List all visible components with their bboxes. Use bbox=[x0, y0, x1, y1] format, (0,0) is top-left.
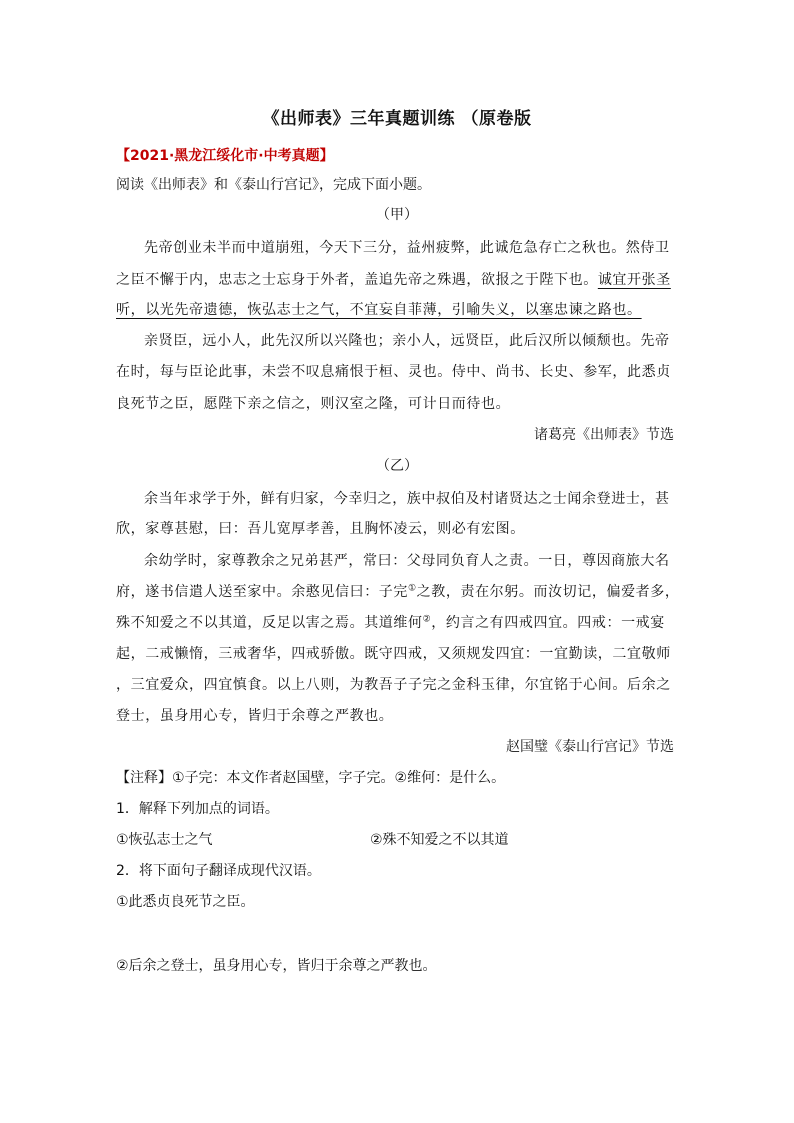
passage-b-line: 欣，家尊甚慰，曰：吾儿宽厚孝善，且胸怀凌云，则必有宏图。 bbox=[116, 521, 525, 537]
passage-b-text: 殊不知爱之不以其道，反足以害之焉。其道维何 bbox=[116, 615, 423, 631]
underlined-sentence: 诚宜开张圣 bbox=[597, 272, 671, 288]
passage-b-text: 府，遂书信遣人送至家中。余憨见信曰：子完 bbox=[116, 584, 408, 600]
passage-b-line: 登士，虽身用心专，皆归于余尊之严教也。 bbox=[116, 708, 394, 724]
passage-a-line: 良死节之臣，愿陛下亲之信之，则汉室之隆，可计日而待也。 bbox=[116, 396, 511, 412]
passage-b-line bbox=[116, 582, 679, 602]
passage-b-line: 起，二戒懒惰，三戒奢华，四戒骄傲。既守四戒，又须规发四宜：一宜勤读，二宜敬师 bbox=[116, 646, 671, 662]
passage-a-text: 之臣不懈于内，忠志之士忘身于外者，盖追先帝之殊遇，欲报之于陛下也。 bbox=[116, 272, 598, 288]
question-2-item-2: ②后余之登士，虽身用心专，皆归于余尊之严教也。 bbox=[116, 958, 437, 974]
passage-b-attribution: 赵国璧《泰山行宫记》节选 bbox=[506, 739, 674, 755]
passage-b-text: ，约言之有四戒四宜。四戒：一戒宴 bbox=[431, 615, 665, 631]
passage-a-line bbox=[116, 270, 671, 290]
passage-b-heading: （乙） bbox=[376, 458, 418, 474]
document-title: 《出师表》三年真题训练 （原卷版 bbox=[262, 109, 532, 129]
reading-instruction: 阅读《出师表》和《泰山行宫记》，完成下面小题。 bbox=[116, 177, 431, 193]
question-1-stem: 1．解释下列加点的词语。 bbox=[116, 801, 279, 817]
annotations: 【注释】①子完：本文作者赵国壁，字子完。②维何：是什么。 bbox=[116, 770, 506, 786]
passage-b-text: 之教，责在尔躬。而汝切记，偏爱者多， bbox=[416, 584, 680, 600]
exam-source-tag: 【2021·黑龙江绥化市·中考真题】 bbox=[116, 148, 334, 164]
passage-b-line: 余当年求学于外，鲜有归家，今幸归之，族中叔伯及村诸贤达之士闻余登进士，甚 bbox=[144, 491, 670, 507]
passage-a-line: 亲贤臣，远小人，此先汉所以兴隆也；亲小人，远贤臣，此后汉所以倾颓也。先帝 bbox=[144, 333, 670, 349]
passage-b-line bbox=[116, 613, 665, 633]
underlined-sentence: 听，以光先帝遗德，恢弘志士之气，不宜妄自菲薄，引喻失义，以塞忠谏之路也。 bbox=[116, 302, 642, 318]
question-2-item-1: ①此悉贞良死节之臣。 bbox=[116, 894, 255, 910]
passage-a-heading: （甲） bbox=[376, 207, 418, 223]
passage-b-line: ，三宜爱众，四宜慎食。以上八则，为教吾子子完之金科玉律，尔宜铭于心间。后余之 bbox=[116, 677, 671, 693]
passage-b-line: 余幼学时，家尊教余之兄弟甚严，常曰：父母同负育人之责。一日，尊因商旅大名 bbox=[144, 553, 670, 569]
question-1-item-1: ①恢弘志士之气 bbox=[116, 832, 213, 848]
passage-a-attribution: 诸葛亮《出师表》节选 bbox=[534, 427, 674, 443]
question-1-item-2: ②殊不知爱之不以其道 bbox=[370, 832, 509, 848]
passage-a-line: 先帝创业未半而中道崩殂，今天下三分，益州疲弊，此诚危急存亡之秋也。然侍卫 bbox=[144, 240, 670, 256]
question-2-stem: 2．将下面句子翻译成现代汉语。 bbox=[116, 863, 321, 879]
note-marker: ① bbox=[408, 583, 417, 594]
passage-a-line: 在时，每与臣论此事，未尝不叹息痛恨于桓、灵也。侍中、尚书、长史、参军，此悉贞 bbox=[116, 364, 671, 380]
note-marker: ② bbox=[422, 614, 432, 625]
